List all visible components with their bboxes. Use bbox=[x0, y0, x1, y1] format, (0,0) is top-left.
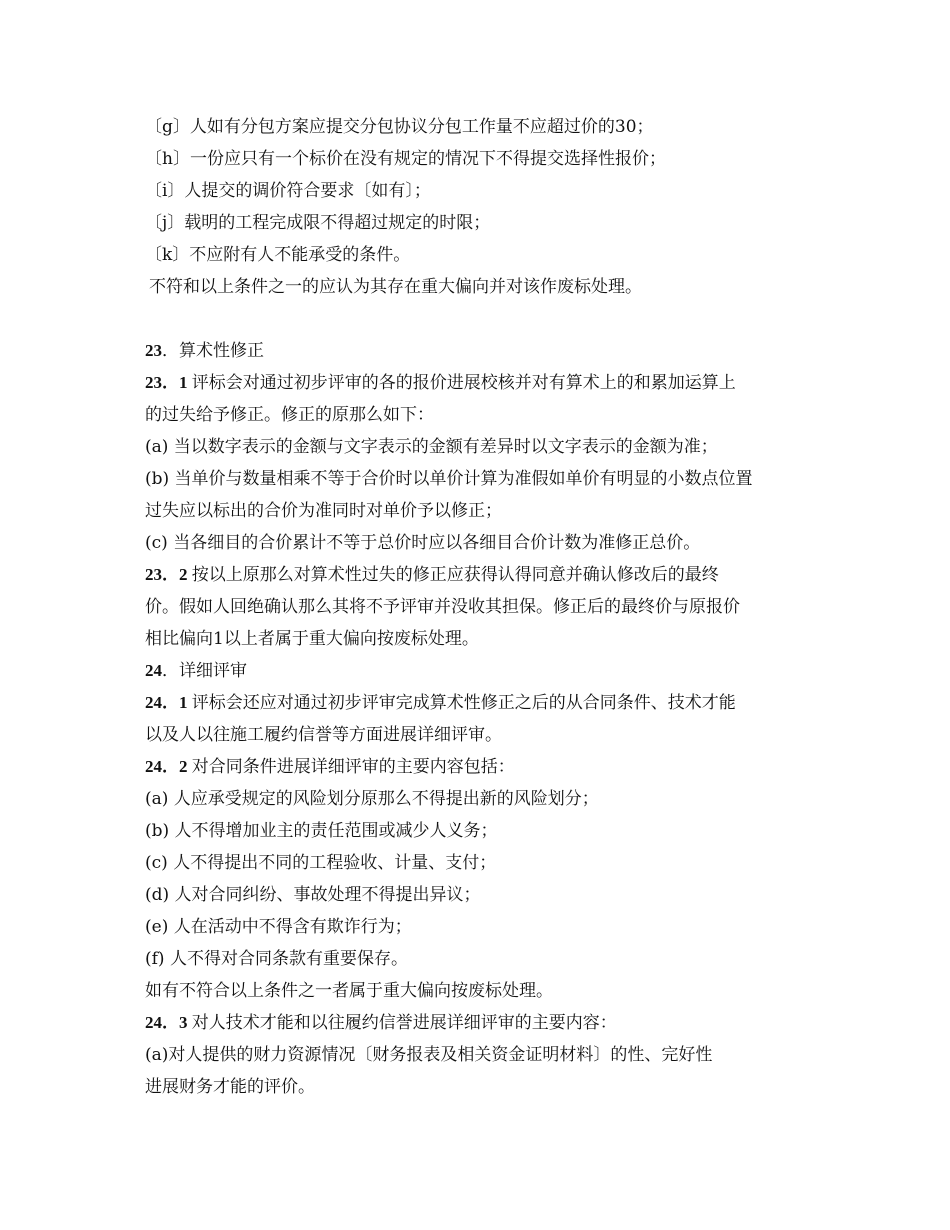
section-text: 算术性修正 bbox=[179, 341, 264, 361]
section-separator: ． bbox=[162, 661, 179, 680]
text-line: (e) 人在活动中不得含有欺诈行为； bbox=[145, 917, 412, 937]
section-number: 24．2 bbox=[145, 757, 188, 776]
text-line: (c) 人不得提出不同的工程验收、计量、支付； bbox=[145, 853, 497, 873]
section-separator: ． bbox=[162, 341, 179, 360]
text-line: (a) 当以数字表示的金额与文字表示的金额有差异时以文字表示的金额为准； bbox=[145, 437, 718, 457]
section-text: 评标会对通过初步评审的各的报价进展校核并对有算术上的和累加运算上 bbox=[191, 373, 736, 393]
text-line: 〔i〕人提交的调价符合要求〔如有〕； bbox=[145, 181, 431, 201]
section-text: 详细评审 bbox=[179, 661, 247, 681]
section-number: 24．1 bbox=[145, 693, 188, 712]
text-line: 进展财务才能的评价。 bbox=[145, 1077, 315, 1097]
section-text: 评标会还应对通过初步评审完成算术性修正之后的从合同条件、技术才能 bbox=[191, 693, 736, 713]
text-line: 〔g〕人如有分包方案应提交分包协议分包工作量不应超过价的30； bbox=[145, 117, 654, 137]
section-text: 对合同条件进展详细评审的主要内容包括： bbox=[191, 757, 515, 777]
text-line: (a)对人提供的财力资源情况〔财务报表及相关资金证明材料〕的性、完好性 bbox=[145, 1045, 713, 1065]
text-line: 的过失给予修正。修正的原那么如下： bbox=[145, 405, 434, 425]
section-heading-line bbox=[145, 1007, 810, 1039]
blank-line bbox=[145, 303, 810, 335]
section-number: 23 bbox=[145, 341, 162, 360]
text-line: (c) 当各细目的合价累计不等于总价时应以各细目合价计数为准修正总价。 bbox=[145, 533, 701, 553]
section-text: 对人技术才能和以往履约信誉进展详细评审的主要内容： bbox=[191, 1013, 617, 1033]
section-heading-line bbox=[145, 687, 810, 719]
text-line: (b) 当单价与数量相乘不等于合价时以单价计算为准假如单价有明显的小数点位置 bbox=[145, 469, 753, 489]
text-line: (a) 人应承受规定的风险划分原那么不得提出新的风险划分； bbox=[145, 789, 599, 809]
section-heading-line bbox=[145, 335, 810, 367]
section-text: 按以上原那么对算术性过失的修正应获得认得同意并确认修改后的最终 bbox=[191, 565, 719, 585]
text-line: 〔k〕不应附有人不能承受的条件。 bbox=[145, 245, 411, 265]
text-line: 〔h〕一份应只有一个标价在没有规定的情况下不得提交选择性报价； bbox=[145, 149, 666, 169]
text-line: (f) 人不得对合同条款有重要保存。 bbox=[145, 949, 408, 969]
document-body bbox=[145, 111, 810, 1103]
text-line: 以及人以往施工履约信誉等方面进展详细评审。 bbox=[145, 725, 502, 745]
section-heading-line bbox=[145, 559, 810, 591]
text-line: 不符和以上条件之一的应认为其存在重大偏向并对该作废标处理。 bbox=[149, 277, 642, 297]
text-line: (b) 人不得增加业主的责任范围或减少人义务； bbox=[145, 821, 498, 841]
section-heading-line bbox=[145, 367, 810, 399]
text-line: 价。假如人回绝确认那么其将不予评审并没收其担保。修正后的最终价与原报价 bbox=[145, 597, 740, 617]
text-line: 过失应以标出的合价为准同时对单价予以修正； bbox=[145, 501, 502, 521]
section-number: 23．1 bbox=[145, 373, 188, 392]
text-line: 如有不符合以上条件之一者属于重大偏向按废标处理。 bbox=[145, 981, 553, 1001]
section-number: 24 bbox=[145, 661, 162, 680]
section-number: 23．2 bbox=[145, 565, 188, 584]
text-line: 相比偏向1以上者属于重大偏向按废标处理。 bbox=[145, 629, 479, 649]
text-line: (d) 人对合同纠纷、事故处理不得提出异议； bbox=[145, 885, 481, 905]
section-number: 24．3 bbox=[145, 1013, 188, 1032]
section-heading-line bbox=[145, 655, 810, 687]
text-line: 〔j〕载明的工程完成限不得超过规定的时限； bbox=[145, 213, 491, 233]
section-heading-line bbox=[145, 751, 810, 783]
